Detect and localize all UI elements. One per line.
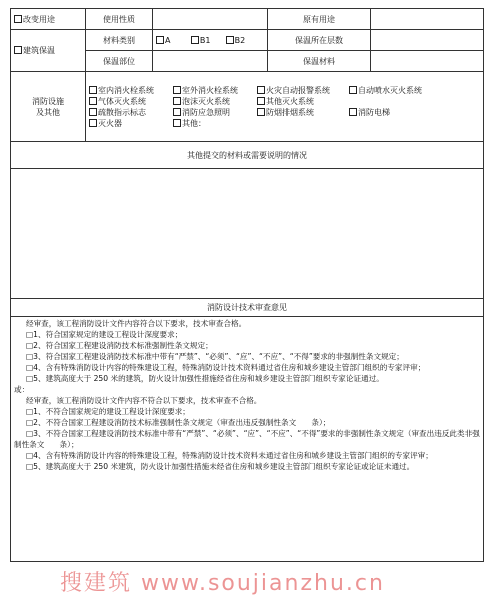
facilities-line-1 xyxy=(89,85,480,96)
option-b2-checkbox[interactable] xyxy=(226,36,234,44)
extinguisher-checkbox[interactable] xyxy=(89,119,97,127)
insulation-position-label: 保温部位 xyxy=(86,51,153,72)
change-use-cell xyxy=(11,9,86,30)
usage-value[interactable] xyxy=(153,9,268,30)
foam-extinguishing-label: 泡沫灭火系统 xyxy=(182,96,230,106)
outdoor-hydrant-checkbox[interactable] xyxy=(173,86,181,94)
fire-alarm-checkbox[interactable] xyxy=(257,86,265,94)
fire-elevator-label: 消防电梯 xyxy=(358,107,390,117)
original-use-label: 原有用途 xyxy=(268,9,371,30)
option-b2-label: B2 xyxy=(234,35,246,45)
review-opinion xyxy=(11,317,484,562)
other-materials-title: 其他提交的材料或需要说明的情况 xyxy=(11,142,484,169)
extinguisher-label: 灭火器 xyxy=(98,118,122,128)
evacuation-sign-checkbox[interactable] xyxy=(89,108,97,116)
facilities-line-2 xyxy=(89,96,480,107)
facilities-label-line2: 及其他 xyxy=(36,107,60,117)
material-category-label: 材料类别 xyxy=(86,30,153,51)
material-category-options xyxy=(153,30,268,51)
indoor-hydrant-checkbox[interactable] xyxy=(89,86,97,94)
smoke-control-checkbox[interactable] xyxy=(257,108,265,116)
other-extinguishing-checkbox[interactable] xyxy=(257,97,265,105)
change-use-label: 改变用途 xyxy=(23,14,55,24)
option-a-label: A xyxy=(165,35,171,45)
gas-extinguishing-label: 气体灭火系统 xyxy=(98,96,146,106)
facilities-label-cell xyxy=(11,72,86,142)
insulation-checkbox[interactable] xyxy=(14,46,22,54)
pass-item-2[interactable]: □2、符合国家工程建设消防技术标准强制性条文规定； xyxy=(26,341,213,350)
pass-intro: 经审查，该工程消防设计文件内容符合以下要求，技术审查合格。 xyxy=(26,319,247,328)
facilities-label-line1: 消防设施 xyxy=(32,96,64,106)
fail-item-4[interactable]: □4、含有特殊消防设计内容的特殊建设工程，特殊消防设计技术资料未通过省住房和城乡建设主管部门组织的专家评审； xyxy=(26,451,433,460)
evacuation-sign-label: 疏散指示标志 xyxy=(98,107,146,117)
change-use-checkbox[interactable] xyxy=(14,15,22,23)
other-facility-checkbox[interactable] xyxy=(173,119,181,127)
facilities-options xyxy=(86,72,484,142)
insulation-cell xyxy=(11,30,86,72)
outdoor-hydrant-label: 室外消火栓系统 xyxy=(182,85,238,95)
sprinkler-label: 自动喷水灭火系统 xyxy=(358,85,422,95)
fail-item-1[interactable]: □1、不符合国家规定的建设工程设计深度要求； xyxy=(26,407,190,416)
original-use-value[interactable] xyxy=(371,9,484,30)
pass-item-4[interactable]: □4、含有特殊消防设计内容的特殊建设工程，特殊消防设计技术资料通过省住房和城乡建设主管部门组织的专家评审； xyxy=(26,363,426,372)
insulation-floor-value[interactable] xyxy=(371,30,484,51)
option-b1-checkbox[interactable] xyxy=(191,36,199,44)
review-title: 消防设计技术审查意见 xyxy=(11,299,484,317)
fail-item-5[interactable]: □5、建筑高度大于 250 米建筑，防火设计加强性措施未经省住房和城乡建设主管部门组织专家论证或论证未通过。 xyxy=(26,462,415,471)
other-extinguishing-label: 其他灭火系统 xyxy=(266,96,314,106)
smoke-control-label: 防烟排烟系统 xyxy=(266,107,314,117)
usage-label: 使用性质 xyxy=(86,9,153,30)
pass-item-1[interactable]: □1、符合国家规定的建设工程设计深度要求； xyxy=(26,330,183,339)
foam-extinguishing-checkbox[interactable] xyxy=(173,97,181,105)
insulation-label: 建筑保温 xyxy=(23,46,55,55)
fail-item-3[interactable]: □3、不符合国家工程建设消防技术标准中带有“严禁”、“必须”、“应”、“不应”、“不得”要求的非强制性条文规定（审查出违反此类非强制性条文 条）； xyxy=(14,429,480,449)
insulation-material-value[interactable] xyxy=(371,51,484,72)
facilities-line-3 xyxy=(89,107,480,118)
fail-item-2[interactable]: □2、不符合国家工程建设消防技术标准强制性条文规定（审查出违反强制性条文 条）； xyxy=(26,418,331,427)
option-a-checkbox[interactable] xyxy=(156,36,164,44)
sprinkler-checkbox[interactable] xyxy=(349,86,357,94)
fire-elevator-checkbox[interactable] xyxy=(349,108,357,116)
insulation-floor-label: 保温所在层数 xyxy=(268,30,371,51)
emergency-lighting-checkbox[interactable] xyxy=(173,108,181,116)
insulation-position-value[interactable] xyxy=(153,51,268,72)
facilities-line-4 xyxy=(89,118,480,129)
or-text: 或： xyxy=(14,385,30,394)
pass-item-3[interactable]: □3、符合国家工程建设消防技术标准中带有“严禁”、“必须”、“应”、“不应”、“不得”要求的非强制性条文规定； xyxy=(26,352,404,361)
other-facility-label: 其他： xyxy=(182,118,206,128)
gas-extinguishing-checkbox[interactable] xyxy=(89,97,97,105)
option-b1-label: B1 xyxy=(199,35,211,45)
fire-alarm-label: 火灾自动报警系统 xyxy=(266,85,330,95)
site-watermark: 搜建筑 www.soujianzhu.cn xyxy=(60,571,385,596)
indoor-hydrant-label: 室内消火栓系统 xyxy=(98,85,154,95)
pass-item-5[interactable]: □5、建筑高度大于 250 米的建筑，防火设计加强性措施经省住房和城乡建设主管部门组织专家论证通过。 xyxy=(26,374,384,383)
insulation-material-label: 保温材料 xyxy=(268,51,371,72)
review-form-table xyxy=(10,8,484,562)
other-materials-area[interactable] xyxy=(11,169,484,299)
emergency-lighting-label: 消防应急照明 xyxy=(182,107,230,117)
fail-intro: 经审查，该工程消防设计文件内容不符合以下要求，技术审查不合格。 xyxy=(26,396,262,405)
